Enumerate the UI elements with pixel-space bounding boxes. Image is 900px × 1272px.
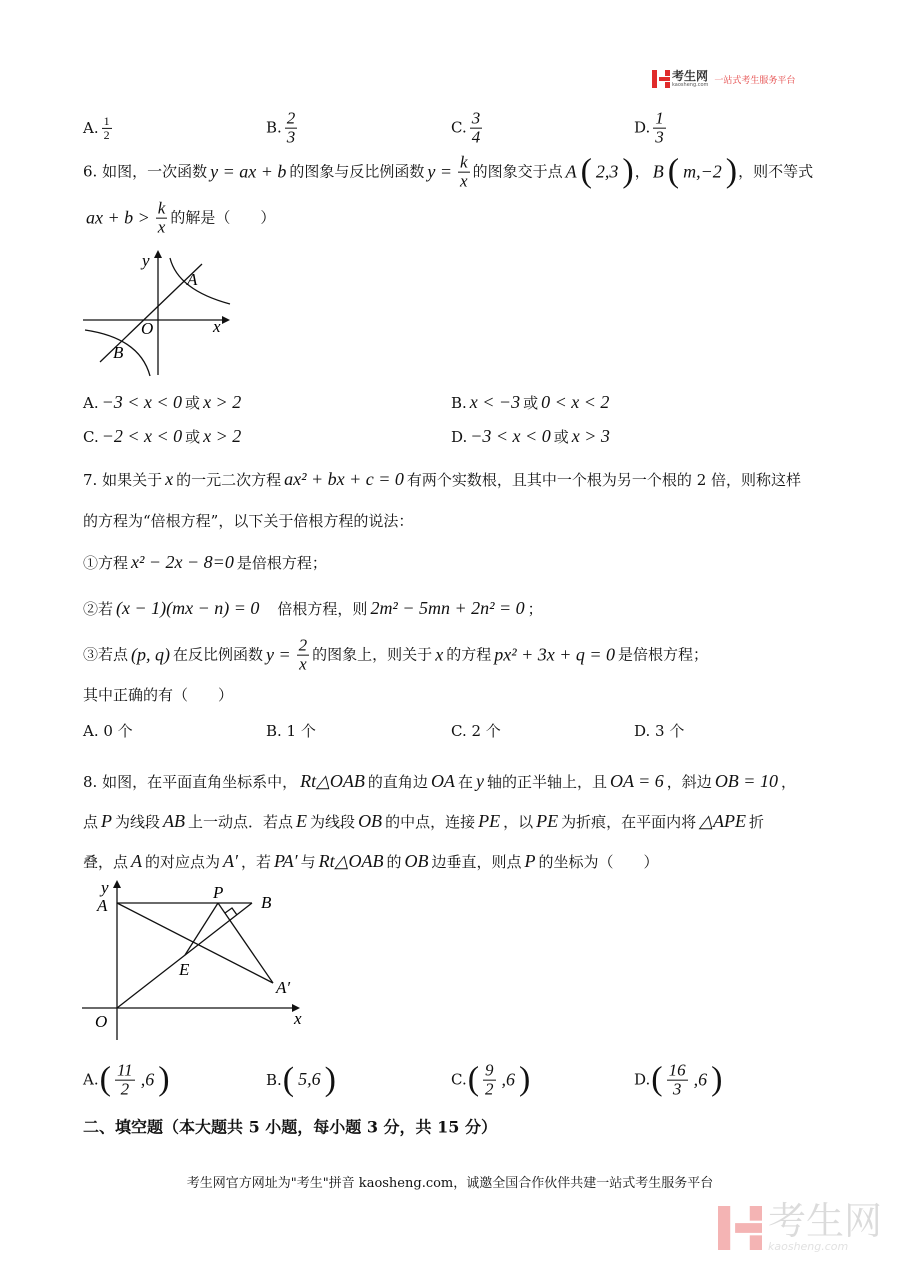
x-axis-label: x: [294, 1009, 302, 1028]
text: 为线段: [310, 813, 356, 831]
math-expression: x² − 2x − 8=0: [131, 552, 234, 573]
text: D.: [451, 428, 468, 446]
watermark: [718, 1199, 883, 1254]
origin-label: O: [95, 1012, 108, 1031]
math-expression: A: [565, 161, 577, 182]
q8-stem-line3: [83, 851, 658, 873]
text: 倍根方程，则: [262, 600, 368, 618]
text: 是倍根方程；: [236, 554, 327, 572]
math-expression: PA′: [273, 851, 298, 872]
point-a-prime-label: A′: [276, 978, 291, 997]
point-b-label: B: [261, 893, 272, 912]
text: 或: [185, 394, 201, 412]
q7-stem-line1: [83, 469, 801, 491]
q8-option-a: [83, 1062, 171, 1099]
math-expression: y =: [266, 644, 291, 665]
parenthesis: ): [711, 1061, 723, 1098]
math-expression: P: [524, 851, 536, 872]
text: 7. 如果关于: [83, 471, 163, 489]
fraction: [297, 637, 310, 674]
q6-option-a: [83, 392, 244, 414]
text: 是倍根方程；: [618, 646, 709, 664]
text: 边垂直，则点: [431, 853, 522, 871]
q6-graph: [0, 0, 300, 400]
q8-stem-line1: [83, 771, 796, 793]
math-expression: A: [131, 851, 143, 872]
q7-stem-line2: [83, 512, 413, 530]
logo-brand: 考生网: [672, 69, 709, 83]
text: C.: [83, 428, 99, 446]
segment-pe: [185, 903, 218, 955]
text: 为折痕，在平面内将: [561, 813, 697, 831]
text: B. 1 个: [266, 722, 316, 740]
fraction-numerator: 2: [298, 635, 308, 655]
math-expression: PE: [536, 811, 559, 832]
math-expression: y = ax + b: [210, 161, 287, 182]
point-b-label: B: [113, 343, 124, 362]
y-axis-arrow: [113, 880, 121, 888]
watermark-brand: 考生网: [768, 1199, 883, 1244]
hyperbola-upper-branch: [170, 258, 230, 304]
math-expression: ,6: [693, 1069, 708, 1090]
fraction-numerator: 2: [286, 108, 296, 128]
fraction: [470, 110, 483, 147]
segment-pa-prime: [218, 903, 273, 983]
math-expression: px² + 3x + q = 0: [494, 644, 616, 665]
logo-url: kaosheng.com: [672, 82, 709, 88]
text: 或: [185, 428, 201, 446]
q7-option-d: [634, 722, 684, 740]
parenthesis: (: [282, 1061, 295, 1098]
text: 的图象上，则关于: [312, 646, 433, 664]
text: A.: [83, 119, 99, 137]
math-expression: AB: [163, 811, 186, 832]
fraction: [115, 1062, 135, 1099]
fraction-denominator: 3: [655, 127, 664, 147]
parenthesis: ): [519, 1061, 531, 1098]
parenthesis: (: [580, 153, 592, 190]
parenthesis: (: [99, 1061, 111, 1098]
text: B.: [266, 1071, 282, 1089]
y-axis-label: y: [142, 251, 150, 270]
q8-option-b: [266, 1063, 337, 1097]
q7-option-a: [83, 722, 133, 740]
text: 的中点，连接: [385, 813, 476, 831]
text: 的一元二次方程: [176, 471, 282, 489]
math-expression: △APE: [699, 811, 746, 832]
watermark-url: kaosheng.com: [768, 1240, 849, 1254]
fraction-numerator: 3: [471, 108, 481, 128]
logo-slogan: 一站式考生服务平台: [714, 75, 796, 86]
math-expression: B: [652, 161, 664, 182]
text: A.: [83, 394, 99, 412]
footer-text: 考生网官方网址为"考生"拼音 kaosheng.com，诚邀全国合作伙伴共建一站式考生服务平台: [186, 1176, 714, 1191]
text: ，若: [240, 853, 271, 871]
fraction-denominator: 2: [120, 1079, 130, 1099]
q7-option-b: [266, 722, 316, 740]
fraction-numerator: 11: [116, 1060, 133, 1080]
q7-question: [83, 686, 233, 704]
math-expression: 0 < x < 2: [541, 392, 610, 413]
segment-aa-prime: [117, 903, 273, 983]
math-expression: 5,6: [298, 1069, 321, 1090]
math-expression: OA = 6: [609, 771, 664, 792]
math-expression: Rt△OAB: [318, 851, 384, 872]
text: ，以: [503, 813, 534, 831]
text: 为线段: [115, 813, 161, 831]
fraction-denominator: 2: [103, 127, 110, 142]
fraction-denominator: 4: [471, 127, 481, 147]
fraction-numerator: 16: [668, 1060, 686, 1080]
text: 的直角边: [367, 773, 428, 791]
text: 在: [457, 773, 473, 791]
text: 轴的正半轴上，且: [486, 773, 607, 791]
parenthesis: (: [467, 1061, 480, 1098]
text: 的图象交于点: [472, 163, 563, 181]
text: 有两个实数根，且其中一个根为另一个根的 2 倍，则称这样: [406, 471, 802, 489]
text: 的图象与反比例函数: [289, 163, 425, 181]
fraction-denominator: x: [157, 217, 166, 237]
q7-statement-3: [83, 637, 708, 674]
fraction-denominator: 3: [672, 1079, 682, 1099]
text: 6. 如图，一次函数: [83, 163, 208, 181]
math-expression: −2 < x < 0: [101, 426, 183, 447]
text: 的方程: [446, 646, 492, 664]
math-expression: x: [165, 469, 174, 490]
math-expression: x > 2: [203, 426, 242, 447]
fraction-numerator: 1: [655, 108, 664, 128]
text: 折: [748, 813, 764, 831]
watermark-logo-icon: [718, 1202, 762, 1254]
text: 8. 如图，在平面直角坐标系中，: [83, 773, 298, 791]
fraction: [483, 1062, 496, 1099]
math-expression: x > 3: [571, 426, 610, 447]
math-expression: x < −3: [469, 392, 521, 413]
q5-option-d: [634, 110, 669, 147]
text: 的对应点为: [145, 853, 221, 871]
text: 其中正确的有（ ）: [83, 686, 234, 704]
text: ②若: [83, 600, 114, 618]
math-expression: 2,3: [595, 161, 619, 182]
math-expression: (x − 1)(mx − n) = 0: [116, 598, 260, 619]
text: 的方程为“倍根方程”，以下关于倍根方程的说法：: [83, 512, 414, 530]
math-expression: OB = 10: [714, 771, 778, 792]
math-expression: −3 < x < 0: [470, 426, 551, 447]
q7-statement-2: [83, 598, 543, 620]
text: ，斜边: [666, 773, 712, 791]
text: ，则不等式: [738, 163, 814, 181]
text: D.: [634, 1071, 651, 1089]
x-axis-label: x: [213, 317, 221, 336]
q7-option-c: [451, 722, 501, 740]
parenthesis: (: [651, 1061, 663, 1098]
fraction-numerator: 1: [103, 113, 110, 128]
fraction-denominator: x: [299, 654, 307, 674]
y-axis-label: y: [101, 878, 109, 897]
kaosheng-logo-icon: [652, 70, 670, 88]
q6-option-c: [83, 426, 244, 448]
point-p-label: P: [213, 883, 224, 902]
text: C.: [451, 119, 467, 137]
q8-graph: [0, 876, 320, 1046]
text: 的解是（ ）: [170, 209, 276, 227]
math-expression: ,6: [501, 1069, 516, 1090]
q8-stem-line2: [83, 811, 764, 833]
section-2-heading: [83, 1117, 497, 1136]
math-expression: y =: [427, 161, 453, 182]
math-expression: OA: [430, 771, 455, 792]
text: 的坐标为（ ）: [538, 853, 659, 871]
q8-option-d: [634, 1062, 723, 1099]
text: 上一动点．若点: [188, 813, 294, 831]
segment-ob: [117, 903, 252, 1008]
text: 点: [83, 813, 99, 831]
text: C.: [451, 1071, 467, 1089]
text: 或: [523, 394, 539, 412]
q6-option-d: [451, 426, 613, 448]
parenthesis: ): [158, 1061, 170, 1098]
origin-label: O: [141, 319, 154, 338]
parenthesis: ): [725, 153, 738, 190]
fraction: [653, 110, 666, 147]
math-expression: ,6: [140, 1069, 155, 1090]
math-expression: E: [296, 811, 308, 832]
math-expression: P: [101, 811, 113, 832]
point-e-label: E: [179, 960, 190, 979]
parenthesis: (: [667, 153, 680, 190]
q8-option-c: [451, 1062, 531, 1099]
fraction-denominator: x: [460, 171, 468, 191]
math-expression: ax + b >: [86, 207, 150, 228]
math-expression: ax² + bx + c = 0: [284, 469, 404, 490]
text: 与: [300, 853, 316, 871]
fraction-numerator: 9: [485, 1060, 494, 1080]
text: 在反比例函数: [173, 646, 264, 664]
math-expression: x > 2: [203, 392, 242, 413]
math-expression: 2m² − 5mn + 2n² = 0: [370, 598, 525, 619]
text: D. 3 个: [634, 722, 685, 740]
math-expression: −3 < x < 0: [101, 392, 183, 413]
math-expression: x: [435, 644, 444, 665]
header-logo: [652, 70, 795, 88]
text: A. 0 个: [83, 722, 133, 740]
section-heading: 二、填空题（本大题共 5 小题，每小题 3 分，共 15 分）: [83, 1117, 497, 1137]
text: ，: [634, 163, 650, 181]
math-expression: A′: [223, 851, 238, 872]
fraction-denominator: 2: [485, 1079, 494, 1099]
fraction-numerator: k: [460, 152, 468, 172]
right-angle-mark: [225, 908, 237, 915]
x-axis-arrow: [222, 316, 230, 324]
text: ③若点: [83, 646, 129, 664]
parenthesis: ): [622, 153, 634, 190]
math-expression: y: [475, 771, 484, 792]
y-axis-arrow: [154, 250, 162, 258]
fraction: [458, 154, 470, 191]
q6-option-b: [451, 392, 612, 414]
text: C. 2 个: [451, 722, 501, 740]
fraction-denominator: 3: [286, 127, 296, 147]
text: 或: [553, 428, 569, 446]
point-a-label: A: [187, 270, 198, 289]
text: B.: [451, 394, 467, 412]
math-expression: OB: [358, 811, 383, 832]
math-expression: m,−2: [683, 161, 722, 182]
math-expression: (p, q): [131, 644, 171, 665]
math-expression: PE: [478, 811, 501, 832]
q5-option-c: [451, 110, 485, 147]
text: D.: [634, 119, 651, 137]
text: A.: [83, 1071, 99, 1089]
text: ；: [527, 600, 543, 618]
math-expression: Rt△OAB: [300, 771, 365, 792]
point-a-label: A: [97, 896, 108, 915]
fraction-numerator: k: [157, 198, 166, 218]
parenthesis: ): [324, 1061, 336, 1098]
text: ，: [780, 773, 796, 791]
text: ①方程: [83, 554, 129, 572]
math-expression: OB: [404, 851, 429, 872]
q7-statement-1: [83, 552, 327, 574]
fraction: [667, 1062, 688, 1099]
text: B.: [266, 119, 282, 137]
text: 的: [386, 853, 402, 871]
text: 叠，点: [83, 853, 129, 871]
